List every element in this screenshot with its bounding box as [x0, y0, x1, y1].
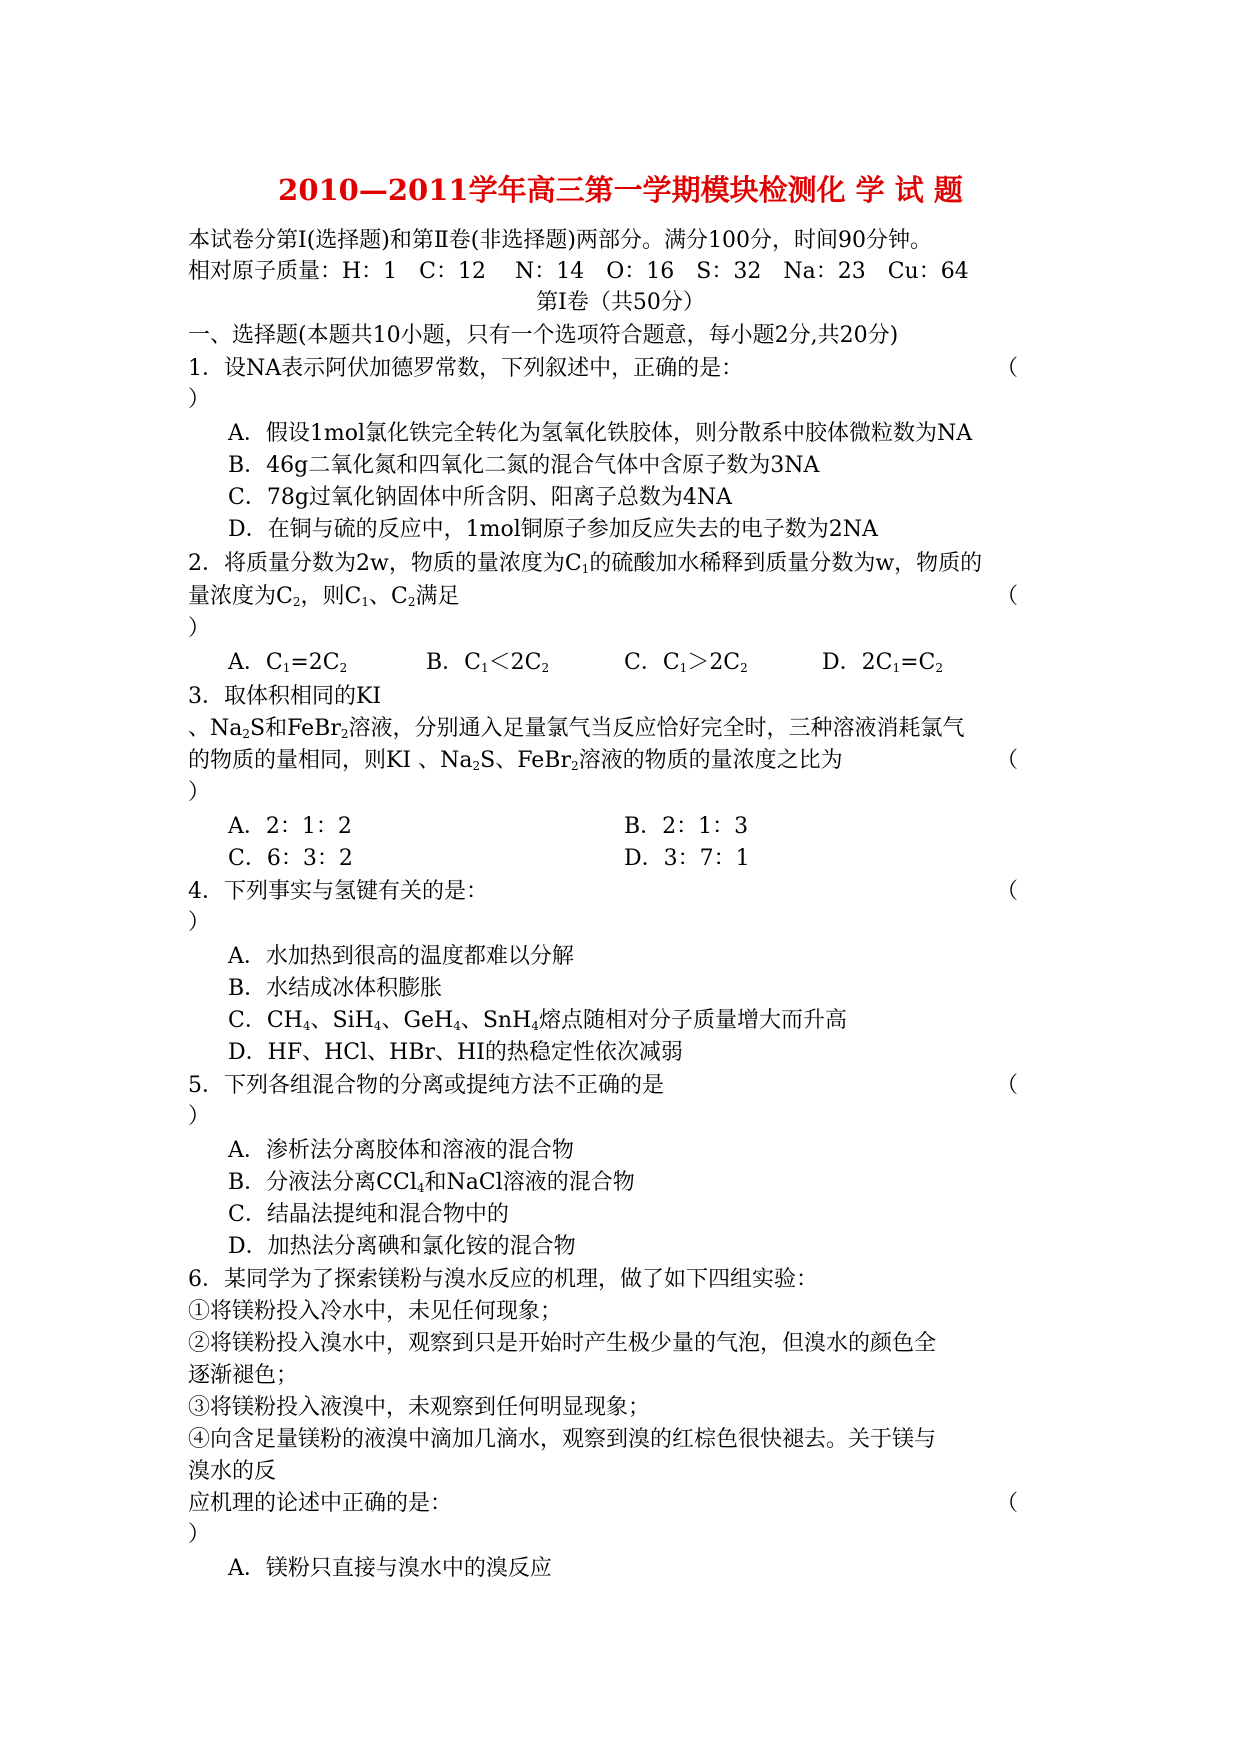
q3-option-b: B．2：1：3	[624, 814, 749, 839]
option-part: C．CH	[228, 1008, 303, 1033]
q1-option-d: D．在铜与硫的反应中，1mol铜原子参加反应失去的电子数为2NA	[228, 517, 878, 542]
option-part: 、SnH	[460, 1008, 532, 1033]
q4-paren-close: ）	[188, 910, 211, 935]
option-part: ＜2C	[488, 650, 542, 675]
q2-stem-part: ，则C	[300, 584, 362, 609]
q5-option-a: A．渗析法分离胶体和溶液的混合物	[228, 1138, 574, 1163]
q5-option-b	[228, 1169, 635, 1197]
subscript: 2	[292, 595, 301, 609]
q2-option-c	[624, 649, 748, 677]
option-part: 熔点随相对分子质量增大而升高	[538, 1008, 847, 1033]
q3-stem-part: 、Na	[188, 716, 243, 741]
subscript: 2	[472, 759, 481, 773]
option-part: B．分液法分离CCl	[228, 1170, 417, 1195]
q3-stem: 3．取体积相同的KI	[188, 684, 382, 709]
option-part: D．2C	[822, 650, 893, 675]
option-part: A．C	[228, 650, 283, 675]
q3-option-c: C．6：3：2	[228, 846, 353, 871]
subscript: 2	[935, 661, 944, 675]
subscript: 1	[679, 661, 688, 675]
q6-experiment-3: ③将镁粉投入液溴中，未观察到任何明显现象；	[188, 1395, 651, 1420]
option-part: 、SiH	[310, 1008, 374, 1033]
q2-stem-part: 满足	[415, 584, 460, 609]
q2-paren-open: （	[996, 584, 1019, 609]
q6-stem: 6．某同学为了探索镁粉与溴水反应的机理，做了如下四组实验：	[188, 1267, 818, 1292]
q2-option-a	[228, 649, 347, 677]
exam-title: 2010—2011学年高三第一学期模块检测化 学 试 题	[278, 173, 963, 207]
q3-stem-part: 溶液，分别通入足量氯气当反应恰好完全时，三种溶液消耗氯气	[348, 716, 965, 741]
option-part: 和NaCl溶液的混合物	[424, 1170, 635, 1195]
option-part: B．C	[426, 650, 482, 675]
q5-option-d: D．加热法分离碘和氯化铵的混合物	[228, 1234, 576, 1259]
subscript: 2	[541, 661, 550, 675]
q5-option-c: C．结晶法提纯和混合物中的	[228, 1202, 509, 1227]
intro-text: 本试卷分第Ⅰ(选择题)和第Ⅱ卷(非选择题)两部分。满分100分，时间90分钟。	[188, 228, 932, 253]
subscript: 1	[892, 661, 901, 675]
q4-option-d: D．HF、HCl、HBr、HI的热稳定性依次减弱	[228, 1040, 683, 1065]
q2-stem-line2	[188, 583, 459, 611]
subscript: 4	[416, 1181, 425, 1195]
q3-stem-part: 的物质的量相同，则KI 、Na	[188, 748, 473, 773]
q3-stem-part: S和FeBr	[250, 716, 341, 741]
subscript: 4	[302, 1019, 311, 1033]
q6-question: 应机理的论述中正确的是：	[188, 1491, 453, 1516]
q6-experiment-2-cont: 逐渐褪色；	[188, 1363, 299, 1388]
q6-experiment-4: ④向含足量镁粉的液溴中滴加几滴水，观察到溴的红棕色很快褪去。关于镁与	[188, 1427, 937, 1452]
q4-option-a: A．水加热到很高的温度都难以分解	[228, 944, 574, 969]
subscript: 2	[570, 759, 579, 773]
q3-stem-part: S、FeBr	[480, 748, 571, 773]
subscript: 2	[340, 727, 349, 741]
option-part: =C	[900, 650, 936, 675]
option-part: 、GeH	[381, 1008, 454, 1033]
option-part: C．C	[624, 650, 680, 675]
q4-option-b: B．水结成冰体积膨胀	[228, 976, 443, 1001]
option-part: =2C	[290, 650, 340, 675]
q2-option-d	[822, 649, 943, 677]
q1-option-a: A．假设1mol氯化铁完全转化为氢氧化铁胶体，则分散系中胶体微粒数为NA	[228, 421, 973, 446]
subscript: 2	[242, 727, 251, 741]
subscript: 4	[453, 1019, 461, 1033]
q6-experiment-1: ①将镁粉投入冷水中，未见任何现象；	[188, 1299, 563, 1324]
q3-stem-part: 溶液的物质的量浓度之比为	[578, 748, 843, 773]
q2-stem-part: 量浓度为C	[188, 584, 293, 609]
part1-heading: 第Ⅰ卷（共50分）	[536, 290, 705, 315]
section1-heading: 一、选择题(本题共10小题，只有一个选项符合题意，每小题2分,共20分)	[188, 323, 899, 348]
q3-option-a: A．2：1：2	[228, 814, 352, 839]
subscript: 4	[373, 1019, 382, 1033]
subscript: 1	[481, 661, 489, 675]
q3-option-d: D．3：7：1	[624, 846, 750, 871]
q1-paren-open: （	[996, 356, 1019, 381]
q5-paren-open: （	[996, 1073, 1019, 1098]
q4-option-c	[228, 1007, 847, 1035]
q6-option-a: A．镁粉只直接与溴水中的溴反应	[228, 1556, 552, 1581]
q4-stem: 4．下列事实与氢键有关的是：	[188, 879, 488, 904]
q4-paren-open: （	[996, 879, 1019, 904]
subscript: 2	[339, 661, 348, 675]
q1-stem: 1．设NA表示阿伏加德罗常数，下列叙述中，正确的是：	[188, 356, 744, 381]
q2-stem-part: 2．将质量分数为2w，物质的量浓度为C	[188, 551, 582, 576]
q1-option-b: B．46g二氧化氮和四氧化二氮的混合气体中含原子数为3NA	[228, 453, 820, 478]
q3-paren-open: （	[996, 748, 1019, 773]
subscript: 1	[361, 595, 369, 609]
q5-paren-close: ）	[188, 1104, 211, 1129]
subscript: 4	[531, 1019, 539, 1033]
q2-paren-close: ）	[188, 616, 211, 641]
q6-paren-open: （	[996, 1491, 1019, 1516]
q3-stem-line2	[188, 715, 965, 743]
q6-experiment-2: ②将镁粉投入溴水中，观察到只是开始时产生极少量的气泡，但溴水的颜色全	[188, 1331, 937, 1356]
q2-stem	[188, 550, 982, 578]
q3-paren-close: ）	[188, 780, 211, 805]
q2-option-b	[426, 649, 549, 677]
q2-stem-part: 、C	[368, 584, 408, 609]
option-part: ＞2C	[687, 650, 741, 675]
q1-paren-close: ）	[188, 387, 211, 412]
subscript: 1	[282, 661, 291, 675]
atomic-mass-line: 相对原子质量：H：1 C：12 N：14 O：16 S：32 Na：23 Cu：64	[188, 259, 969, 284]
q2-stem-part: 的硫酸加水稀释到质量分数为w，物质的	[589, 551, 983, 576]
q1-option-c: C．78g过氧化钠固体中所含阴、阳离子总数为4NA	[228, 485, 733, 510]
q6-experiment-4-cont: 溴水的反	[188, 1459, 277, 1484]
subscript: 2	[407, 595, 416, 609]
q5-stem: 5．下列各组混合物的分离或提纯方法不正确的是	[188, 1073, 664, 1098]
subscript: 2	[740, 661, 748, 675]
q6-paren-close: ）	[188, 1522, 211, 1547]
subscript: 1	[581, 562, 590, 576]
q3-stem-line3	[188, 747, 843, 775]
